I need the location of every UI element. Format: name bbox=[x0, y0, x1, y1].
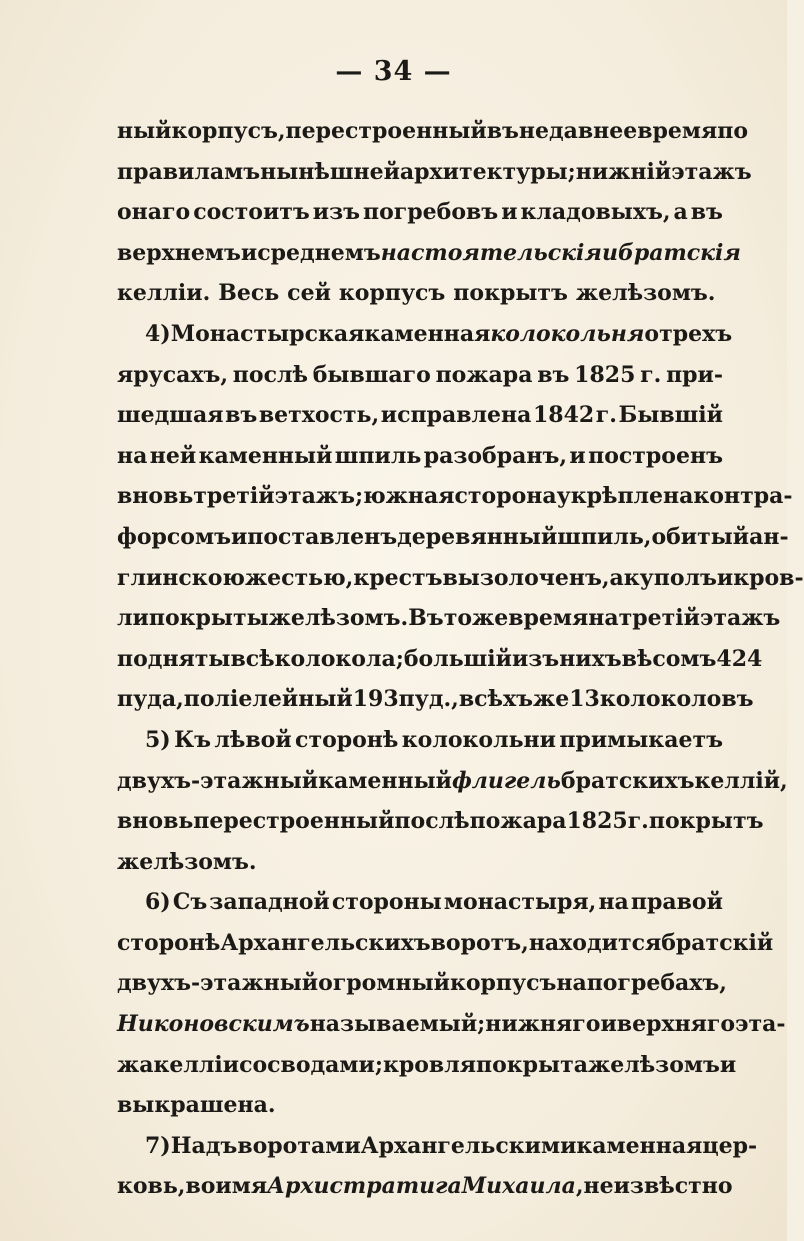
word: братскій bbox=[661, 929, 774, 956]
word: сторонѣ bbox=[295, 726, 399, 753]
text-line bbox=[117, 1004, 786, 1045]
word: и bbox=[600, 1011, 617, 1038]
word: примыкаетъ bbox=[559, 726, 723, 753]
word: находится bbox=[528, 929, 662, 956]
word: шпиль, bbox=[557, 523, 652, 550]
word: покрытъ bbox=[648, 808, 764, 835]
word: перестроенный bbox=[193, 808, 395, 835]
text-line bbox=[117, 1126, 758, 1167]
word: крестъ bbox=[353, 564, 443, 591]
word: и bbox=[240, 239, 258, 266]
word: разобранъ, bbox=[423, 442, 567, 469]
word: перестроенный bbox=[285, 118, 487, 144]
word: бывшаго bbox=[312, 361, 431, 388]
word: г. bbox=[640, 361, 662, 388]
word: братскихъ bbox=[560, 767, 695, 794]
word: правой bbox=[630, 889, 723, 916]
word: нижній bbox=[575, 158, 672, 185]
word: состоитъ bbox=[193, 199, 310, 226]
word: время bbox=[637, 118, 718, 144]
word: погребовъ bbox=[363, 199, 499, 226]
word: третій bbox=[618, 605, 700, 632]
word: , bbox=[177, 1173, 186, 1200]
word: нихъ bbox=[559, 645, 622, 672]
word: сторона bbox=[454, 483, 557, 510]
text-line bbox=[117, 314, 733, 355]
word: ярусахъ, bbox=[117, 361, 229, 388]
word: нижняго bbox=[485, 1011, 601, 1038]
word: огромный bbox=[318, 970, 450, 997]
word: покрыты bbox=[148, 605, 269, 632]
text-line bbox=[117, 192, 723, 233]
word: среднемъ bbox=[257, 239, 381, 266]
word: Бывшій bbox=[618, 402, 723, 429]
italic-word: настоятельскія bbox=[380, 239, 602, 266]
word: а bbox=[673, 199, 688, 226]
word: же bbox=[532, 686, 570, 713]
text-line bbox=[117, 639, 763, 680]
word: подняты bbox=[117, 645, 231, 672]
word: всѣхъ bbox=[458, 686, 533, 713]
word: ковь bbox=[117, 1173, 178, 1200]
word: сей bbox=[287, 280, 331, 307]
word: шедшая bbox=[117, 402, 224, 429]
word: пуд., bbox=[398, 686, 459, 713]
word: сторонѣ bbox=[117, 929, 221, 956]
word: двухъ-этажный bbox=[117, 970, 319, 997]
text-line bbox=[117, 963, 727, 1004]
text-line bbox=[117, 1085, 723, 1126]
word: Къ bbox=[174, 726, 211, 753]
word: правиламъ bbox=[117, 158, 261, 185]
word: ветхость, bbox=[258, 402, 380, 429]
word: жестью, bbox=[244, 564, 354, 591]
text-line bbox=[117, 517, 789, 558]
word: кровля bbox=[382, 1051, 476, 1078]
word: этажъ bbox=[699, 605, 781, 632]
word: 1825 bbox=[566, 808, 628, 835]
word: построенъ bbox=[588, 442, 723, 469]
text-line bbox=[117, 233, 741, 274]
word: поліелейный bbox=[183, 686, 353, 713]
word: а bbox=[609, 564, 624, 591]
word: каменная bbox=[576, 1132, 703, 1159]
word: 7) bbox=[145, 1132, 171, 1159]
word: стороны bbox=[331, 889, 442, 916]
page-number: — 34 — bbox=[335, 56, 452, 87]
word: въ bbox=[225, 402, 258, 429]
word: желѣзомъ. bbox=[117, 848, 257, 875]
word: эта- bbox=[735, 1011, 786, 1038]
text-line bbox=[117, 152, 752, 193]
word: сводами; bbox=[267, 1051, 383, 1078]
word: 1842 bbox=[532, 402, 595, 429]
text-line bbox=[117, 720, 723, 761]
word: покрыта bbox=[475, 1051, 588, 1078]
word: колокольни bbox=[401, 726, 556, 753]
word: на bbox=[117, 442, 148, 469]
text-line bbox=[117, 111, 749, 152]
text-line bbox=[117, 842, 723, 883]
word: въ bbox=[486, 118, 519, 144]
word: въ bbox=[537, 361, 570, 388]
word: этажъ; bbox=[274, 483, 364, 510]
text-line bbox=[117, 801, 764, 842]
word: и bbox=[719, 1051, 737, 1078]
word: послѣ bbox=[232, 361, 308, 388]
word: укрѣплена bbox=[556, 483, 694, 510]
text-line bbox=[117, 1045, 737, 1086]
word: южная bbox=[363, 483, 455, 510]
word: послѣ bbox=[394, 808, 470, 835]
word: лѣвой bbox=[214, 726, 292, 753]
text-line bbox=[117, 395, 723, 436]
word: каменная bbox=[364, 320, 491, 347]
text-line bbox=[117, 598, 781, 639]
word: двухъ-этажный bbox=[117, 767, 319, 794]
word: Монастырская bbox=[170, 320, 365, 347]
word: г. bbox=[627, 808, 649, 835]
word: каменный bbox=[318, 767, 452, 794]
word: келлій, bbox=[694, 767, 788, 794]
italic-word: Никоновскимъ bbox=[117, 1011, 310, 1038]
word: о bbox=[644, 320, 660, 347]
text-line bbox=[117, 273, 723, 314]
italic-word: Михаила bbox=[461, 1173, 576, 1200]
text-line bbox=[117, 923, 774, 964]
text-line bbox=[117, 355, 723, 396]
word: 6) bbox=[145, 889, 171, 916]
body-text bbox=[117, 111, 804, 1207]
word: на bbox=[598, 889, 629, 916]
word: обитый bbox=[651, 523, 750, 550]
word: Весь bbox=[218, 280, 280, 307]
word: ней bbox=[149, 442, 197, 469]
word: ный bbox=[117, 118, 172, 144]
word: вновь bbox=[117, 483, 194, 510]
word: недавнее bbox=[518, 118, 638, 144]
word: Надъ bbox=[170, 1132, 238, 1159]
word: изъ bbox=[511, 645, 560, 672]
word: въ bbox=[690, 199, 723, 226]
word: кладовыхъ, bbox=[520, 199, 671, 226]
word: келліи. bbox=[117, 280, 211, 307]
word: форсомъ bbox=[117, 523, 231, 550]
word: при- bbox=[666, 361, 723, 388]
text-line bbox=[117, 882, 723, 923]
word: , bbox=[575, 1173, 584, 1200]
word: пуда, bbox=[117, 686, 184, 713]
word: вновь bbox=[117, 808, 194, 835]
word: выкрашена. bbox=[117, 1092, 276, 1119]
word: называемый; bbox=[309, 1011, 486, 1038]
word: желѣзомъ bbox=[587, 1051, 720, 1078]
word: на bbox=[556, 970, 587, 997]
italic-word: Архистратига bbox=[267, 1173, 462, 1200]
word: на bbox=[588, 605, 619, 632]
word: трехъ bbox=[659, 320, 733, 347]
word: покрытъ bbox=[453, 280, 568, 307]
word: деревянный bbox=[397, 523, 558, 550]
word: келліи bbox=[153, 1051, 240, 1078]
word: погребахъ, bbox=[586, 970, 727, 997]
word: архитектуры; bbox=[399, 158, 576, 185]
text-line bbox=[117, 679, 754, 720]
word: 13 bbox=[569, 686, 600, 713]
word: время bbox=[508, 605, 589, 632]
word: поставленъ bbox=[247, 523, 398, 550]
word: г. bbox=[595, 402, 617, 429]
word: корпусъ, bbox=[171, 118, 286, 144]
word: шпиль bbox=[334, 442, 422, 469]
word: 5) bbox=[145, 726, 171, 753]
word: нынѣшней bbox=[260, 158, 400, 185]
word: Архангельскихъ bbox=[220, 929, 431, 956]
word: колоколовъ bbox=[599, 686, 754, 713]
word: цер- bbox=[702, 1132, 758, 1159]
word: воротами bbox=[237, 1132, 361, 1159]
word: всѣ bbox=[230, 645, 275, 672]
word: колокола; bbox=[274, 645, 404, 672]
word: желѣзомъ. bbox=[268, 605, 409, 632]
word: и bbox=[230, 523, 248, 550]
word: этажъ bbox=[671, 158, 752, 185]
word: вызолоченъ, bbox=[442, 564, 610, 591]
word: контра- bbox=[693, 483, 793, 510]
word: онаго bbox=[117, 199, 191, 226]
word: и bbox=[569, 442, 586, 469]
word: верхнемъ bbox=[117, 239, 241, 266]
word: большій bbox=[403, 645, 512, 672]
word: пожара bbox=[435, 361, 533, 388]
word: и bbox=[716, 564, 734, 591]
word: куполъ bbox=[623, 564, 717, 591]
word: изъ bbox=[312, 199, 361, 226]
word: верхняго bbox=[616, 1011, 736, 1038]
word: 4) bbox=[145, 320, 171, 347]
word: вѣсомъ bbox=[621, 645, 717, 672]
text-line bbox=[117, 558, 804, 599]
text-line bbox=[117, 761, 788, 802]
text-line bbox=[117, 476, 793, 517]
word: неизвѣстно bbox=[583, 1173, 733, 1200]
italic-word: и bbox=[601, 239, 618, 266]
word: во bbox=[185, 1173, 216, 1200]
word: ли bbox=[117, 605, 149, 632]
word: монастыря, bbox=[443, 889, 597, 916]
word: 424 bbox=[716, 645, 763, 672]
word: кров- bbox=[733, 564, 804, 591]
italic-word: флигель bbox=[451, 767, 561, 794]
word: западной bbox=[209, 889, 330, 916]
word: глинскою bbox=[117, 564, 245, 591]
word: тоже bbox=[443, 605, 509, 632]
word: корпусъ bbox=[338, 280, 446, 307]
word: жа bbox=[117, 1051, 154, 1078]
word: ан- bbox=[749, 523, 789, 550]
word: корпусъ bbox=[449, 970, 557, 997]
word: 193 bbox=[352, 686, 399, 713]
italic-word: братскія bbox=[617, 239, 741, 266]
word: каменный bbox=[198, 442, 333, 469]
word: Архангельскими bbox=[360, 1132, 577, 1159]
word: имя bbox=[215, 1173, 268, 1200]
word: желѣзомъ. bbox=[575, 280, 716, 307]
word: и bbox=[501, 199, 518, 226]
word: со bbox=[239, 1051, 268, 1078]
text-line bbox=[117, 1166, 733, 1207]
word: Въ bbox=[408, 605, 444, 632]
italic-word: колокольня bbox=[490, 320, 645, 347]
word: воротъ, bbox=[430, 929, 529, 956]
word: пожара bbox=[469, 808, 567, 835]
word: исправлена bbox=[380, 402, 532, 429]
word: Съ bbox=[172, 889, 208, 916]
word: 1825 bbox=[574, 361, 636, 388]
word: по bbox=[717, 118, 749, 144]
word: третій bbox=[193, 483, 275, 510]
text-line bbox=[117, 436, 723, 477]
